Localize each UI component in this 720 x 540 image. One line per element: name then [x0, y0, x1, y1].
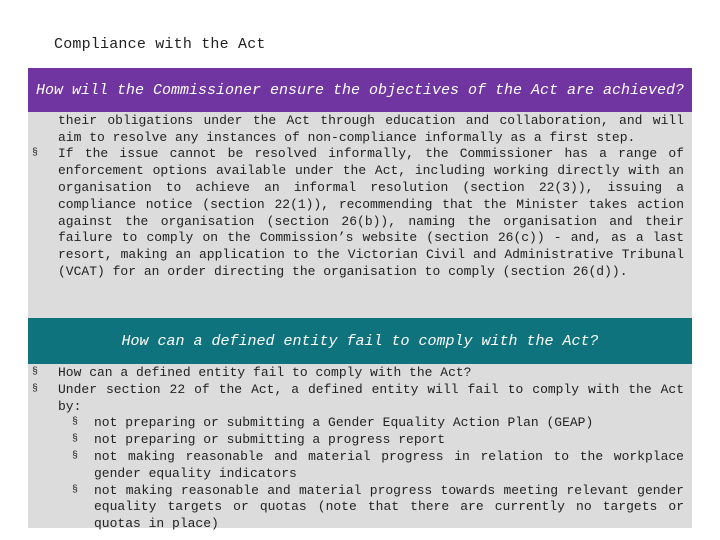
- section1-bullet: [32, 146, 684, 280]
- sub-bullet-item: [72, 432, 684, 449]
- sub-bullet-item: [72, 415, 684, 432]
- section1-body: [32, 104, 684, 281]
- section2-heading-banner: [28, 318, 692, 364]
- section1-intro-paragraph: their obligations under the Act through education and collaboration, and will aim to resolve any instances of non-compliance informally as a first step.: [58, 112, 684, 145]
- sub-bullet-marker: §: [72, 450, 79, 462]
- bullet-marker: §: [32, 383, 39, 395]
- sub-bullet-text: not making reasonable and material progress in relation to the workplace gender equality indicators: [94, 448, 684, 481]
- section2-bullet-1-text: How can a defined entity fail to comply with the Act?: [58, 365, 472, 380]
- sub-bullet-text: not making reasonable and material progress towards meeting relevant gender equality targets or quotas (note that there are currently no targets or quotas in place): [94, 482, 684, 532]
- section2-body: [32, 365, 684, 533]
- sub-bullet-item: [72, 482, 684, 533]
- section1-heading: How will the Commissioner ensure the objectives of the Act are achieved?: [35, 81, 685, 99]
- section1-heading-banner: [28, 68, 692, 112]
- section2-bullet-2: [32, 381, 684, 533]
- section1-bullet-text: If the issue cannot be resolved informally, the Commissioner has a range of enforcement options available under the Act, including working directly with an organisation to achieve an informal resolution (section 22(3)), issuing a compliance notice (section 22(1)), recommending that the Minister takes action against the organisation (section 26(b)), naming the organisation and their failure to comply on the Commission’s website (section 26(c)) - and, as a last resort, making an application to the Victorian Civil and Administrative Tribunal (VCAT) for an order directing the organisation to comply (section 26(d)).: [58, 146, 684, 279]
- sub-bullet-marker: §: [72, 484, 79, 496]
- sub-bullet-marker: §: [72, 417, 79, 429]
- section2-heading: How can a defined entity fail to comply with the Act?: [121, 332, 599, 350]
- sub-bullet-item: [72, 448, 684, 483]
- slide-title: Compliance with the Act: [54, 36, 266, 53]
- sub-bullet-text: not preparing or submitting a Gender Equality Action Plan (GEAP): [94, 415, 594, 431]
- sub-bullet-text: not preparing or submitting a progress report: [94, 432, 446, 448]
- section2-bullet-2-text: Under section 22 of the Act, a defined entity will fail to comply with the Act by:: [58, 381, 684, 414]
- bullet-marker: §: [32, 148, 39, 160]
- sub-bullet-marker: §: [72, 434, 79, 446]
- section2-sub-bullets: [72, 415, 684, 533]
- bullet-marker: §: [32, 367, 39, 378]
- section2-bullet-1: [32, 365, 684, 382]
